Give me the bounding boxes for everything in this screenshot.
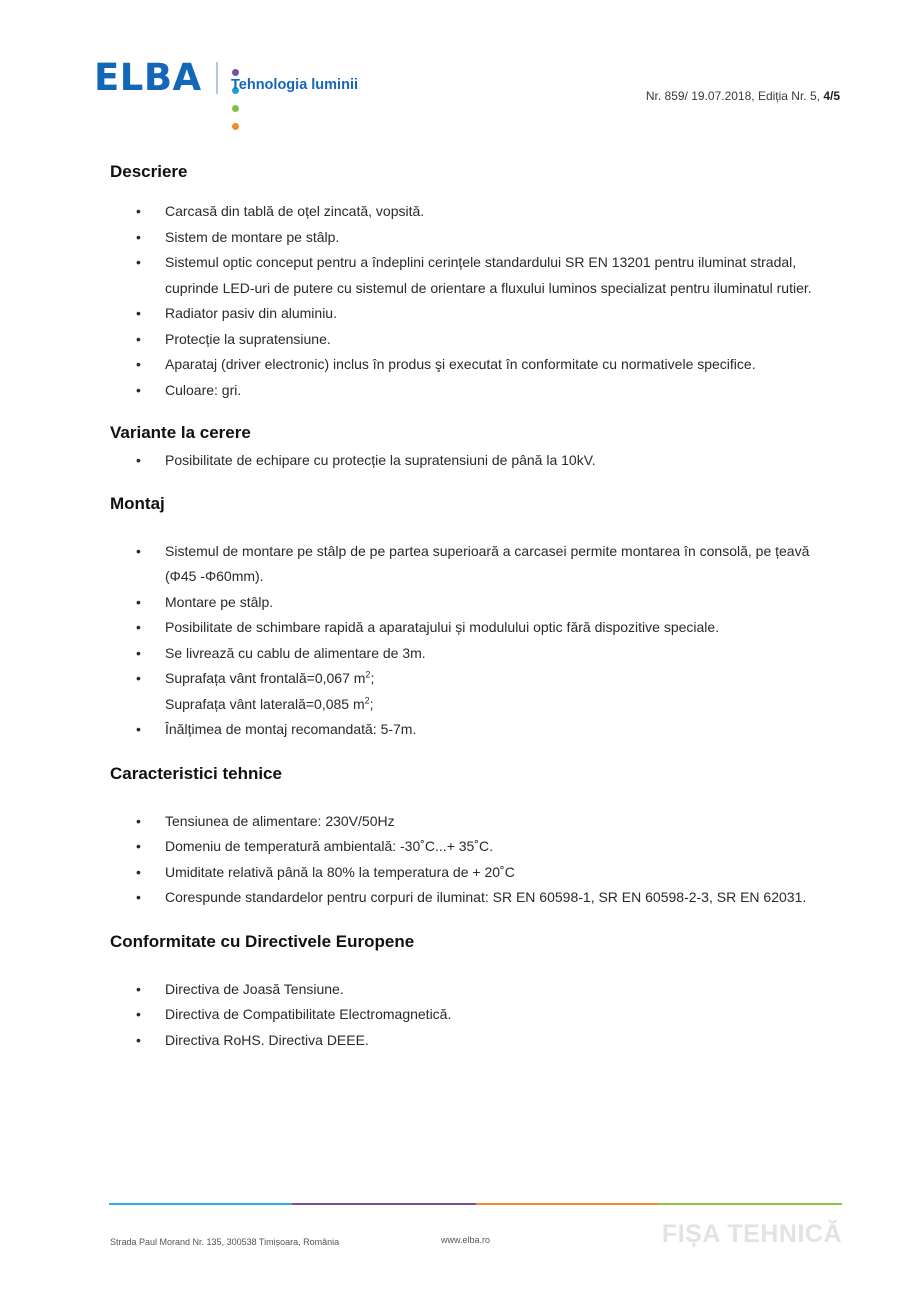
list-item: • Protecție la supratensiune. xyxy=(110,327,830,353)
bullet-icon: • xyxy=(136,838,141,854)
list-item: • Tensiunea de alimentare: 230V/50Hz xyxy=(110,809,830,835)
list-item: • Carcasă din tablă de oțel zincată, vopsită. xyxy=(110,199,830,225)
list-item: • Sistemul optic conceput pentru a îndeplini cerințele standardului SR EN 13201 pentru iluminat stradal, cuprinde LED-uri de putere cu sistemul de orientare a fluxului luminos specializat pentru iluminatul rutier. xyxy=(110,250,830,301)
footer-website-link[interactable]: www.elba.ro xyxy=(441,1235,491,1245)
list-item: • Corespunde standardelor pentru corpuri de iluminat: SR EN 60598-1, SR EN 60598-2-3, SR EN 62031. xyxy=(110,885,830,911)
list-item: • Posibilitate de schimbare rapidă a aparatajului și modulului optic fără dispozitive speciale. xyxy=(110,615,830,641)
bullet-icon: • xyxy=(136,812,141,829)
logo-dot xyxy=(232,69,239,76)
bullet-icon: • xyxy=(136,863,141,880)
footer-color-line xyxy=(109,1203,842,1205)
section-title-variante: Variante la cerere xyxy=(110,423,251,442)
bullet-icon: • xyxy=(136,228,141,245)
descriere-list xyxy=(110,199,830,403)
footer-line-segment xyxy=(109,1203,292,1205)
bullet-icon: • xyxy=(136,330,141,347)
logo-dot xyxy=(232,123,239,130)
list-item: • Posibilitate de echipare cu protecție la supratensiuni de până la 10kV. xyxy=(110,448,830,474)
bullet-icon: • xyxy=(136,542,141,559)
montaj-list xyxy=(110,539,830,743)
bullet-icon: • xyxy=(136,889,141,905)
bullet-icon: • xyxy=(136,619,141,635)
document-body xyxy=(110,162,830,1053)
bullet-icon: • xyxy=(136,1031,141,1048)
bullet-icon: • xyxy=(136,670,141,686)
logo-tagline: Tehnologia luminii xyxy=(231,77,359,93)
list-item: • Sistem de montare pe stâlp. xyxy=(110,225,830,251)
logo-dots-icon xyxy=(232,63,243,71)
bullet-icon: • xyxy=(136,644,141,661)
bullet-icon: • xyxy=(136,203,141,219)
bullet-icon: • xyxy=(136,721,141,737)
footer-line-segment xyxy=(292,1203,475,1205)
variante-list xyxy=(110,448,830,474)
bullet-icon: • xyxy=(136,356,141,372)
bullet-icon: • xyxy=(136,452,141,468)
logo-dot xyxy=(232,105,239,112)
list-item: • Aparataj (driver electronic) inclus în produs şi executat în conformitate cu normativele specifice. xyxy=(110,352,830,378)
bullet-icon: • xyxy=(136,381,141,398)
list-item: • Culoare: gri. xyxy=(110,378,830,404)
list-item: • Domeniu de temperatură ambientală: -30˚C...+ 35˚C. xyxy=(110,834,830,860)
list-item: • Sistemul de montare pe stâlp de pe partea superioară a carcasei permite montarea în consolă, pe țeavă (Φ45 -Φ60mm). xyxy=(110,539,830,590)
bullet-icon: • xyxy=(136,1006,141,1022)
section-title-descriere: Descriere xyxy=(110,162,188,181)
footer-line-segment xyxy=(476,1203,659,1205)
list-item: • Înălțimea de montaj recomandată: 5-7m. xyxy=(110,717,830,743)
conformitate-list xyxy=(110,977,830,1054)
footer-address: Strada Paul Morand Nr. 135, 300538 Timișoara, România xyxy=(110,1237,340,1247)
list-item: • Directiva RoHS. Directiva DEEE. xyxy=(110,1028,830,1054)
document-reference xyxy=(646,89,840,103)
bullet-icon: • xyxy=(136,980,141,997)
doc-ref-text: Nr. 859/ 19.07.2018, Ediția Nr. 5, xyxy=(645,89,824,103)
bullet-icon: • xyxy=(136,254,141,270)
list-item: • Suprafața vânt frontală=0,067 $m^2$; Suprafața vânt laterală=0,085 $m^2$; xyxy=(110,666,830,717)
list-item: • Radiator pasiv din aluminiu. xyxy=(110,301,830,327)
section-title-conformitate: Conformitate cu Directivele Europene xyxy=(110,931,415,951)
logo-wordmark: ELBA xyxy=(94,56,202,99)
logo-separator xyxy=(216,62,218,94)
list-item: • Directiva de Compatibilitate Electromagnetică. xyxy=(110,1002,830,1028)
document-type-label: FIȘA TEHNICĂ xyxy=(661,1220,842,1248)
page-number: 4/5 xyxy=(823,89,840,103)
bullet-icon: • xyxy=(136,593,141,610)
bullet-icon: • xyxy=(136,305,141,321)
list-item: • Umiditate relativă până la 80% la temperatura de + 20˚C xyxy=(110,860,830,886)
footer-line-segment xyxy=(659,1203,842,1205)
list-item: • Se livrează cu cablu de alimentare de 3m. xyxy=(110,641,830,667)
section-title-caracteristici: Caracteristici tehnice xyxy=(110,763,282,783)
section-title-montaj: Montaj xyxy=(110,493,165,513)
list-item: • Montare pe stâlp. xyxy=(110,590,830,616)
caracteristici-list xyxy=(110,809,830,911)
list-item: • Directiva de Joasă Tensiune. xyxy=(110,977,830,1003)
